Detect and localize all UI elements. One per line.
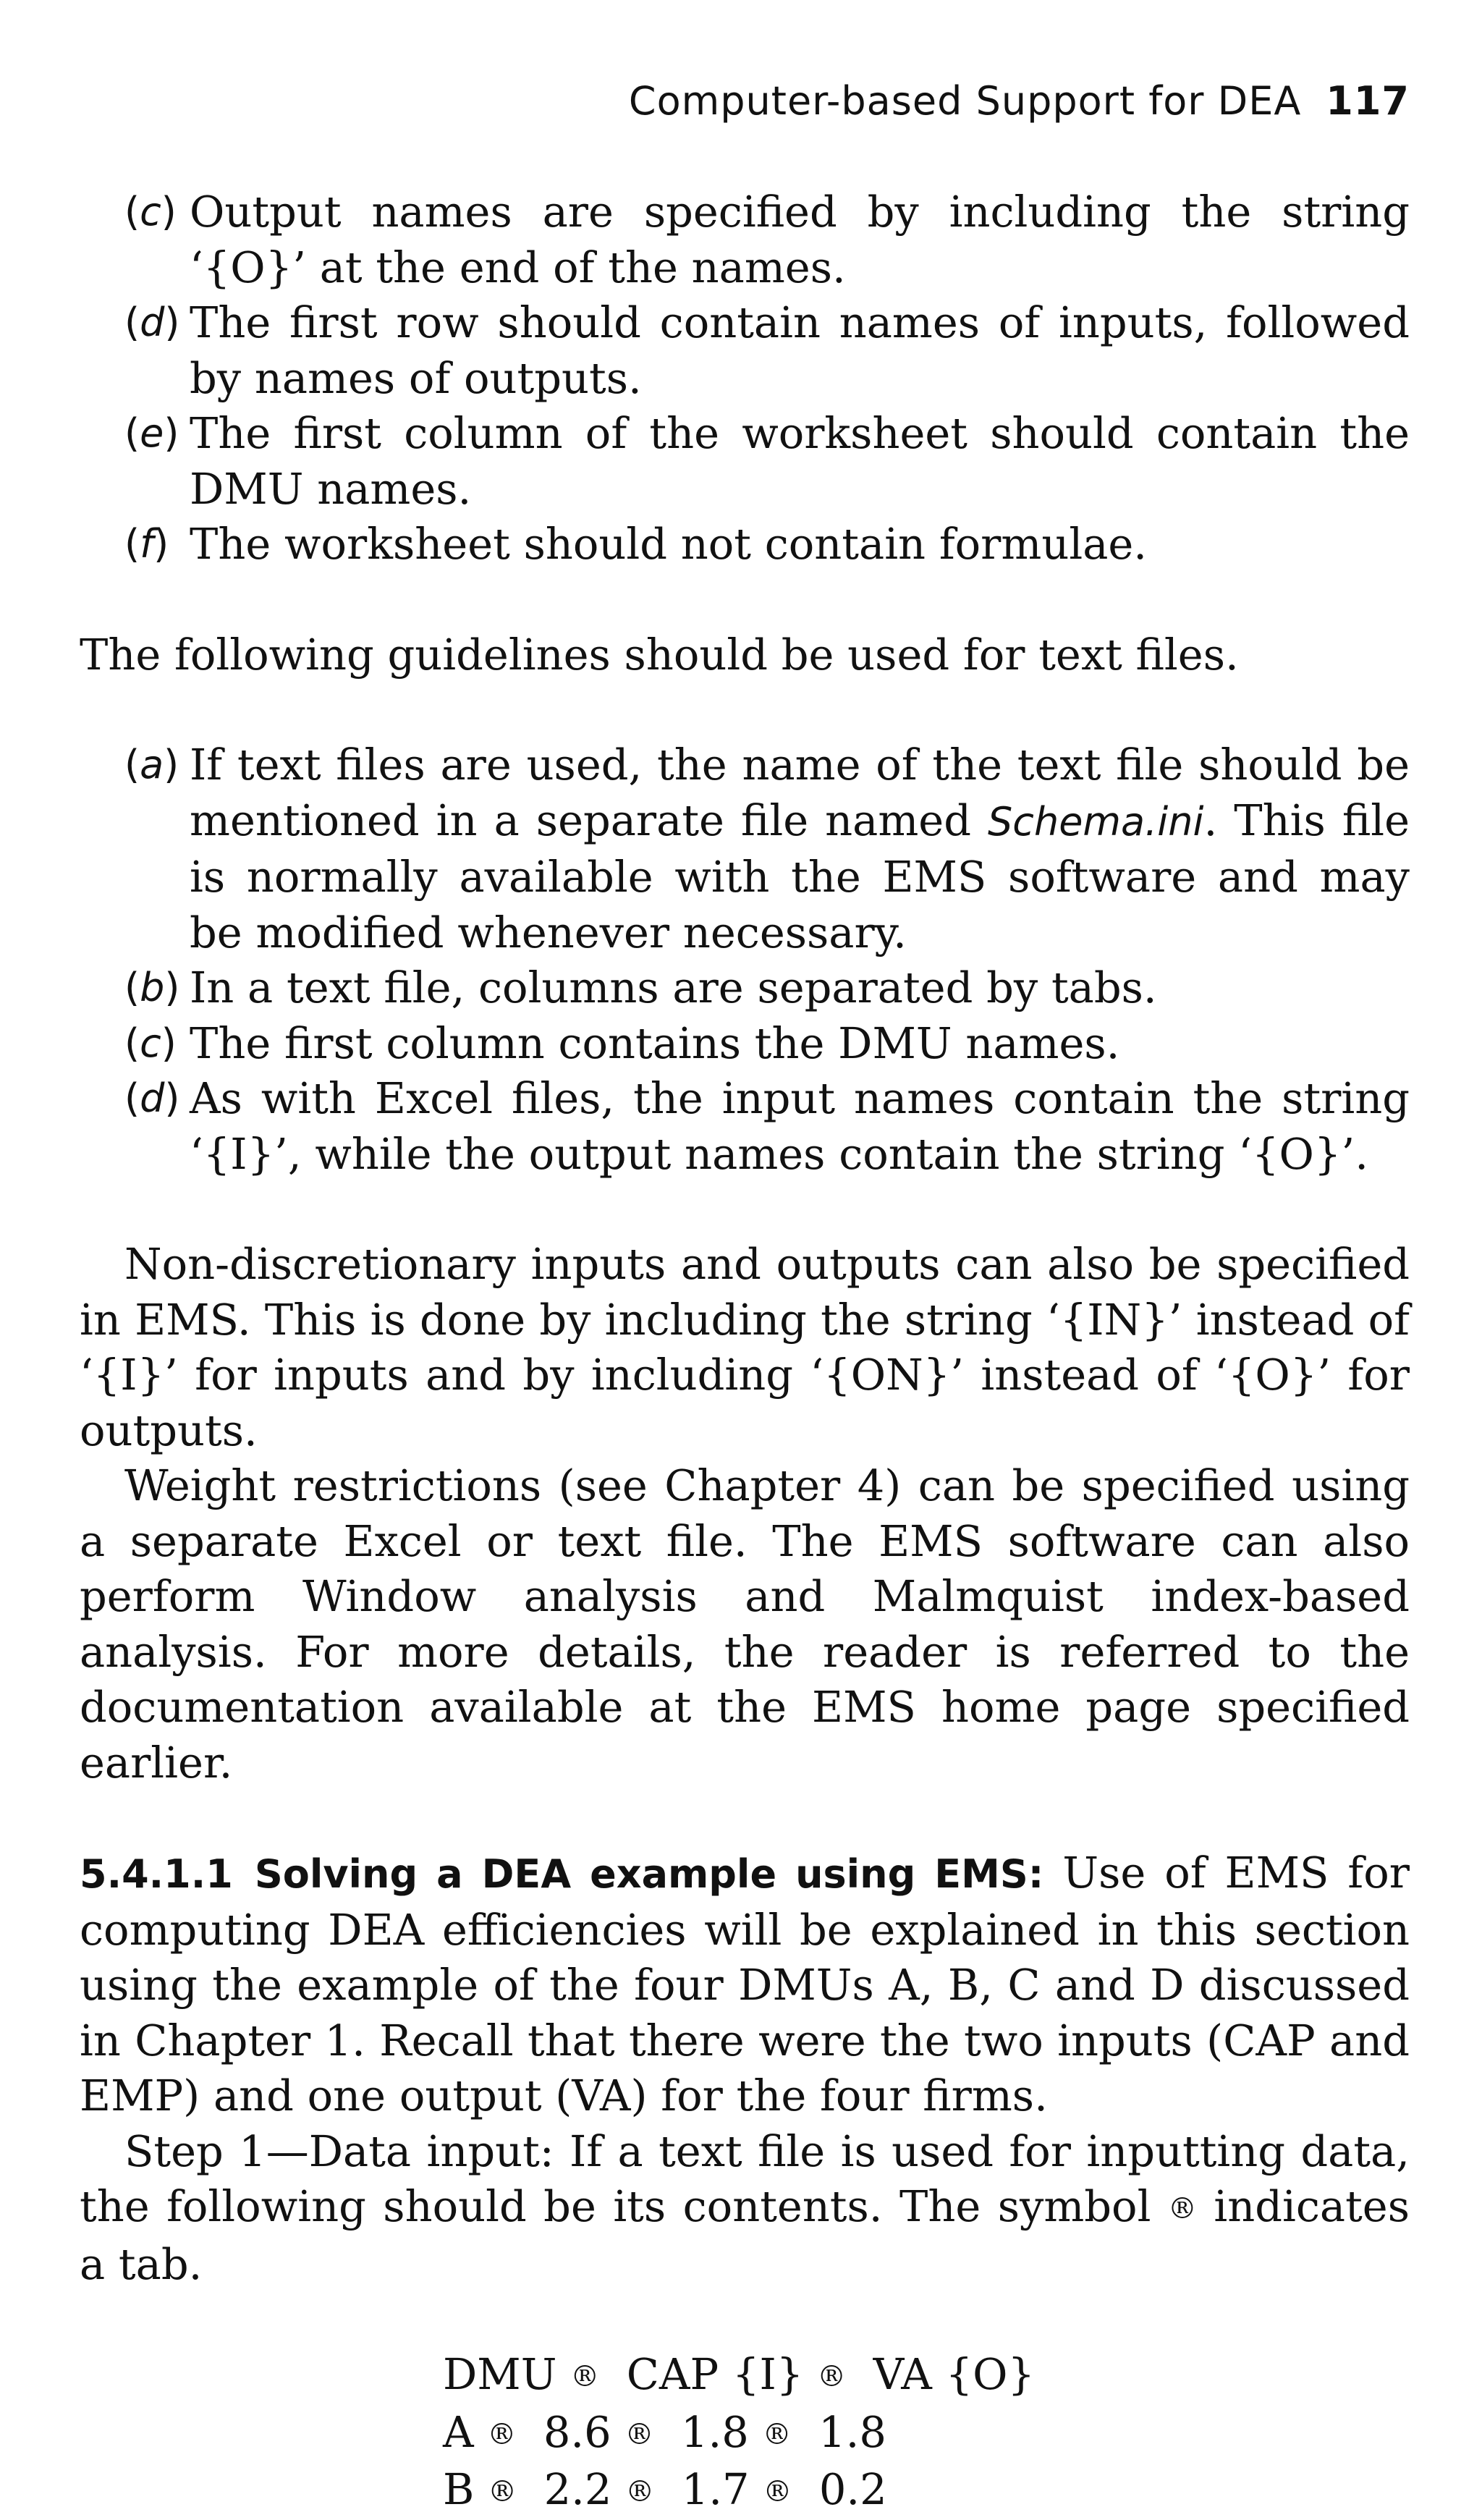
running-head-title: Computer-based Support for DEA [628,78,1302,124]
excel-guidelines-list [80,185,1410,572]
schema-filename: Schema.ini [988,798,1204,845]
list-label: f [140,521,154,567]
paragraph-weight-restrictions: Weight restrictions (see Chapter 4) can be specified using a separate Excel or text file. The EMS software can also perform Window analysis and Malmquist index-based analysis. For more details, the reader is referred to the documentation available at the EMS home page specified earlier. [80,1460,1410,1788]
list-item-text: As with Excel files, the input names contain the string ‘{I}’, while the output names contain the string ‘{O}’. [190,1073,1410,1179]
list-label: e [140,410,164,456]
section-paragraph [80,1845,1410,2124]
list-item: (a) If text files are used, the name of the text file should be mentioned in a separate file named Schema.ini. This file is normally available with the EMS software and may be modified whenever necessary. [124,740,1410,957]
list-label: d [140,300,165,345]
list-item: (d) As with Excel files, the input names contain the string ‘{I}’, while the output names contain the string ‘{O}’. [124,1073,1410,1179]
list-label: a [140,742,164,787]
tab-symbol: ® [570,2360,600,2393]
list-label: b [140,965,165,1010]
section-number: 5.4.1.1 [80,1851,233,1897]
list-item: (c) The first column contains the DMU names. [124,1018,1120,1068]
list-item-text: The worksheet should not contain formulae. [190,519,1148,569]
list-item-text: The first row should contain names of inputs, followed by names of outputs. [190,297,1410,403]
tab-symbol: ® [1167,2192,1197,2225]
list-item: (b) In a text file, columns are separated by tabs. [124,963,1157,1012]
tab-symbol: ® [817,2360,847,2393]
list-label: c [140,189,161,234]
text-file-guidelines-list [80,737,1410,1182]
data-row: B ® 2.2 ® 1.7 ® 0.2 [443,2464,887,2514]
list-label: d [140,1075,165,1121]
list-item: (f) The worksheet should not contain formulae. [124,519,1148,569]
data-row: A ® 8.6 ® 1.8 ® 1.8 [443,2406,886,2457]
tab-symbol: ® [488,2475,517,2508]
paragraph-nondiscretionary: Non-discretionary inputs and outputs can also be specified in EMS. This is done by including the string ‘{IN}’ instead of ‘{I}’ for inputs and by including ‘{ON}’ instead of ‘{O}’ for outputs. [80,1239,1410,1455]
list-label: c [140,1020,161,1066]
list-item-text: The first column of the worksheet should contain the DMU names. [190,408,1410,514]
list-item: (d) The first row should contain names of inputs, followed by names of outputs. [124,297,1410,403]
section-title: Solving a DEA example using EMS: [254,1851,1044,1897]
tab-symbol: ® [762,2417,792,2451]
page-body [80,185,1410,2520]
text-file-contents [443,2347,1410,2520]
list-item-text: In a text file, columns are separated by tabs. [190,963,1157,1012]
text-files-intro: The following guidelines should be used for text files. [80,629,1239,680]
tab-symbol: ® [624,2417,654,2451]
tab-symbol: ® [487,2417,517,2451]
data-header-row: DMU ® CAP {I} ® VA {O} [443,2349,1036,2399]
step1-paragraph: Step 1—Data input: If a text file is used for inputting data, the following should be its contents. The symbol ® indicates a tab. [80,2126,1410,2289]
page-number: 117 [1326,78,1410,124]
list-item: (c) Output names are specified by including the string ‘{O}’ at the end of the names. [124,187,1410,292]
section-text: Use of EMS for computing DEA efficiencies will be explained in this section using the example of the four DMUs A, B, C and D discussed in Chapter 1. Recall that there were the two inputs (CAP and EMP) and one output (VA) for the four firms. [80,1848,1410,2121]
running-head [629,78,1410,124]
tab-symbol: ® [625,2475,655,2508]
list-item-text: The first column contains the DMU names. [190,1018,1120,1068]
list-item: (e) The first column of the worksheet should contain the DMU names. [124,408,1410,514]
list-item-text: Output names are specified by including the string ‘{O}’ at the end of the names. [190,187,1410,292]
tab-symbol: ® [763,2475,792,2508]
